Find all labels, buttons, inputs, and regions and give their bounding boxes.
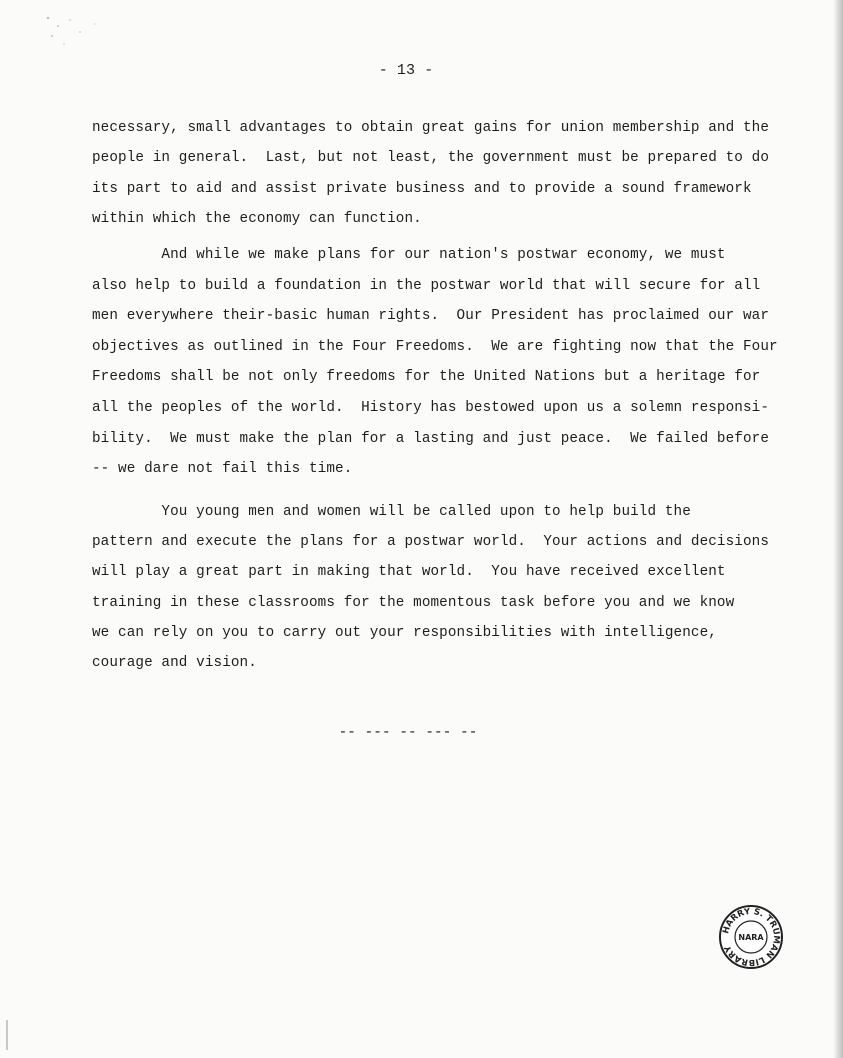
text-line: pattern and execute the plans for a postwar world. Your actions and decisions: [92, 534, 770, 551]
text-line: its part to aid and assist private business and to provide a sound framework: [92, 180, 752, 197]
text-line: people in general. Last, but not least, the government must be prepared to do: [92, 150, 770, 167]
text-line: we can rely on you to carry out your responsibilities with intelligence,: [92, 624, 717, 641]
text-line: also help to build a foundation in the postwar world that will secure for all: [92, 277, 761, 294]
text-line: within which the economy can function.: [92, 210, 422, 227]
end-separator: -- --- -- --- --: [338, 725, 478, 741]
text-line: You young men and women will be called upon to help build the: [92, 504, 691, 520]
text-line: all the peoples of the world. History has bestowed upon us a solemn responsi-: [92, 400, 770, 416]
page-number: - 13 -: [378, 62, 434, 79]
library-seal: [718, 904, 784, 970]
svg-text:NARA: NARA: [738, 933, 764, 942]
text-line: necessary, small advantages to obtain great gains for union membership and the: [92, 120, 770, 136]
text-line: Freedoms shall be not only freedoms for the United Nations but a heritage for: [92, 369, 761, 386]
text-line: will play a great part in making that world. You have received excellent: [92, 564, 726, 581]
text-line: objectives as outlined in the Four Freedoms. We are fighting now that the Four: [92, 338, 778, 355]
text-line: And while we make plans for our nation's postwar economy, we must: [92, 247, 726, 263]
scan-specks: [40, 12, 120, 52]
text-line: men everywhere their-basic human rights. Our President has proclaimed our war: [92, 308, 770, 325]
svg-text:HARRY S. TRUMAN LIBRARY: HARRY S. TRUMAN LIBRARY: [721, 906, 782, 968]
text-line: -- we dare not fail this time.: [92, 461, 353, 478]
text-line: courage and vision.: [92, 655, 257, 671]
text-line: bility. We must make the plan for a lasting and just peace. We failed before: [92, 430, 770, 447]
scan-edge-mark: [6, 1020, 8, 1050]
text-line: training in these classrooms for the momentous task before you and we know: [92, 594, 735, 611]
